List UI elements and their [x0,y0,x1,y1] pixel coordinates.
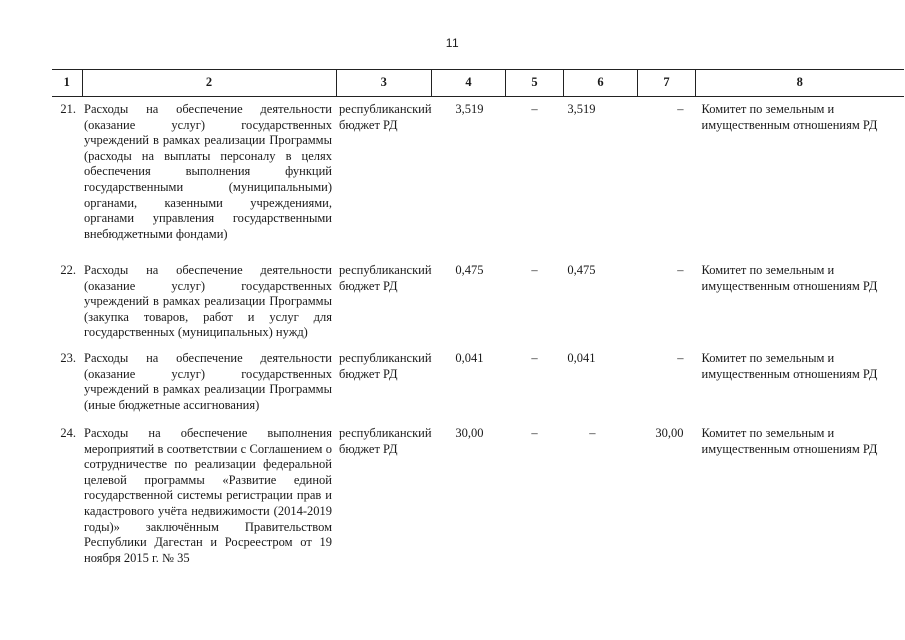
row-description: Расходы на обеспечение деятельности (оказание услуг) государственных учреждений в рамках реализации Программы (иные бюджетные ассигнования) [84,351,332,412]
row-description: Расходы на обеспечение деятельности (оказание услуг) государственных учреждений в рамках реализации Программы (закупка товаров, работ и услуг для государственных (муниципальных) нужд) [84,263,332,340]
table-row [52,421,904,596]
row-description: Расходы на обеспечение деятельности (оказание услуг) государственных учреждений в рамках реализации Программы (расходы на выплаты персоналу в целях обеспечения выполнения функций государственными (муниципальными) органами, казенными учреждениями, органами управления государственными внебюджетными фондами) [84,102,332,241]
column-header-5: 5 [506,70,564,97]
row-executor: Комитет по земельным и имущественным отношениям РД [701,426,878,456]
row-executor: Комитет по земельным и имущественным отношениям РД [701,351,878,381]
row-value-col7: – [677,102,684,116]
row-value-col4: 0,041 [455,351,484,365]
row-executor: Комитет по земельным и имущественным отношениям РД [701,102,878,132]
column-header-1: 1 [52,70,82,97]
row-funding-source: республиканский бюджет РД [339,263,432,293]
row-value-col5: – [531,351,538,365]
row-value-col5: – [531,426,538,440]
budget-table [52,69,904,596]
row-value-col6: 0,041 [567,351,596,365]
column-header-2: 2 [82,70,336,97]
row-value-col4: 30,00 [455,426,484,440]
table-header-row [52,70,904,97]
column-header-8: 8 [696,70,904,97]
row-description: Расходы на обеспечение выполнения мероприятий в соответствии с Соглашением о сотрудничестве по реализации федеральной целевой программы «Развитие единой государственной системы регистрации прав и кадастрового учёта недвижимости (2014-2019 годы)» заключённым Правительством Республики Дагестан и Росреестром от 19 ноября 2015 г. № 35 [84,426,332,565]
row-value-col7: – [677,351,684,365]
table-row [52,258,904,346]
row-executor: Комитет по земельным и имущественным отношениям РД [701,263,878,293]
row-funding-source: республиканский бюджет РД [339,102,432,132]
row-value-col6: 3,519 [567,102,596,116]
column-header-7: 7 [638,70,696,97]
row-value-col5: – [531,102,538,116]
row-value-col4: 0,475 [455,263,484,277]
column-header-3: 3 [336,70,432,97]
table-row [52,346,904,421]
row-funding-source: республиканский бюджет РД [339,426,432,456]
row-number: 24. [60,426,76,440]
row-number: 23. [60,351,76,365]
column-header-6: 6 [564,70,638,97]
table-row [52,97,904,259]
column-header-4: 4 [432,70,506,97]
row-number: 21. [60,102,76,116]
row-value-col6: 0,475 [567,263,596,277]
row-value-col7: 30,00 [655,426,684,440]
row-value-col6: – [589,426,596,440]
page-number: 11 [445,36,460,50]
row-value-col5: – [531,263,538,277]
row-number: 22. [60,263,76,277]
row-value-col7: – [677,263,684,277]
row-value-col4: 3,519 [455,102,484,116]
row-funding-source: республиканский бюджет РД [339,351,432,381]
